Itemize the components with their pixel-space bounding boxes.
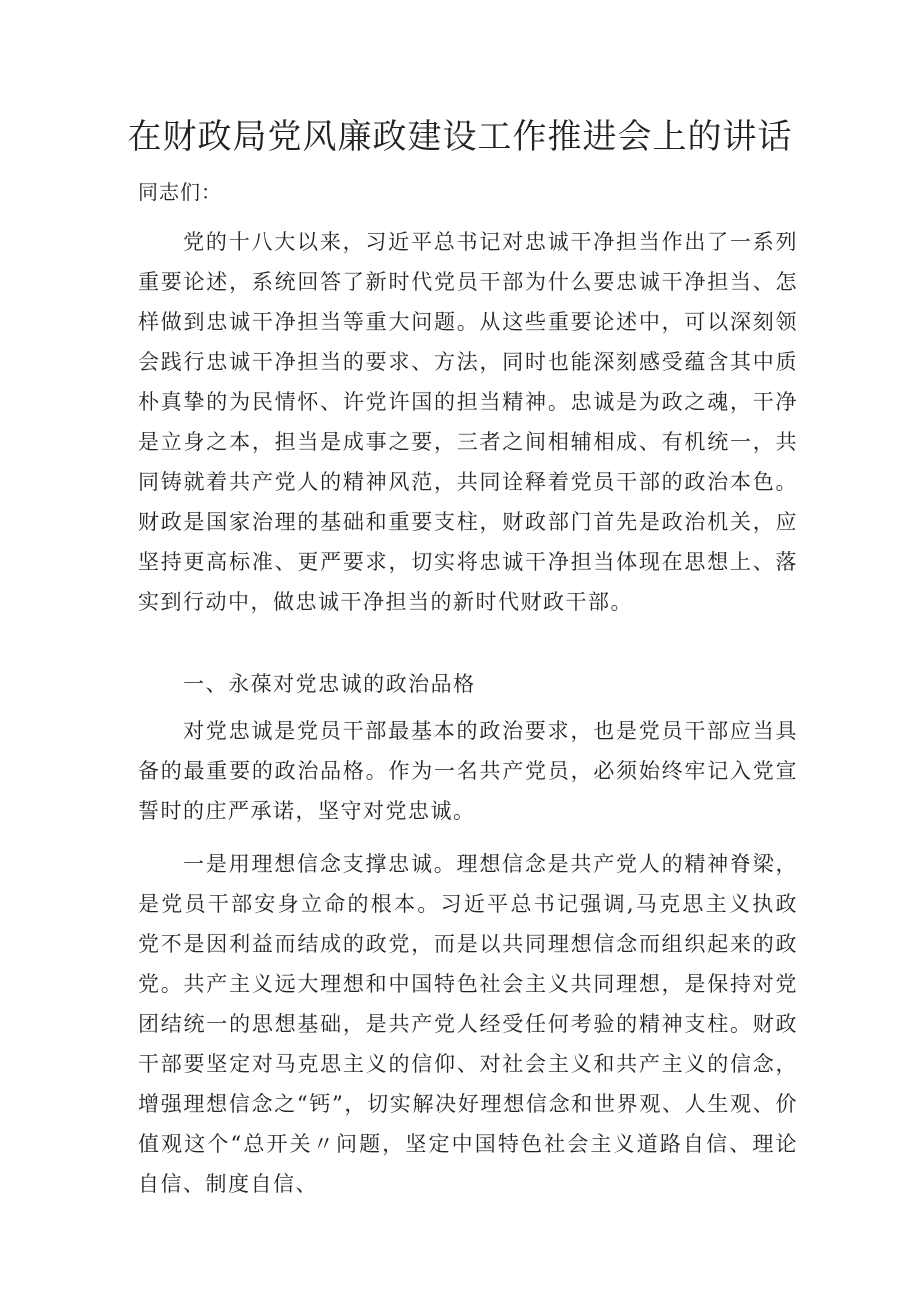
section-heading: 一、永葆对党忠诚的政治品格 [183,672,476,696]
body-paragraph-intro [138,222,798,622]
body-paragraph-ideals [138,844,798,1204]
paragraph-text: 一是用理想信念支撑忠诚。理想信念是共产党人的精神脊梁，是党员干部安身立命的根本。习近平总书记强调,马克思主义执政党不是因利益而结成的政党，而是以共同理想信念而组织起来的政党。共产主义远大理想和中国特色社会主义共同理想，是保持对党团结统一的思想基础，是共产党人经受任何考验的精神支柱。财政干部要坚定对马克思主义的信仰、对社会主义和共产主义的信念，增强理想信念之“钙”，切实解决好理想信念和世界观、人生观、价值观这个“总开关〃问题，坚定中国特色社会主义道路自信、理论自信、制度自信、 [138,852,798,1196]
body-paragraph-loyalty [138,711,798,831]
document-title: 在财政局党风廉政建设工作推进会上的讲话 [127,117,793,157]
paragraph-text: 党的十八大以来，习近平总书记对忠诚干净担当作出了一系列重要论述，系统回答了新时代党员干部为什么要忠诚干净担当、怎样做到忠诚干净担当等重大问题。从这些重要论述中，可以深刻领会践行忠诚干净担当的要求、方法，同时也能深刻感受蕴含其中质朴真挚的为民情怀、许党许国的担当精神。忠诚是为政之魂，干净是立身之本，担当是成事之要，三者之间相辅相成、有机统一，共同铸就着共产党人的精神风范，共同诠释着党员干部的政治本色。财政是国家治理的基础和重要支柱，财政部门首先是政治机关，应坚持更高标准、更严要求，切实将忠诚干净担当体现在思想上、落实到行动中，做忠诚干净担当的新时代财政干部。 [138,230,798,614]
greeting: 同志们： [138,180,222,204]
paragraph-text: 对党忠诚是党员干部最基本的政治要求，也是党员干部应当具备的最重要的政治品格。作为一名共产党员，必须始终牢记入党宣誓时的庄严承诺，坚守对党忠诚。 [138,719,798,823]
